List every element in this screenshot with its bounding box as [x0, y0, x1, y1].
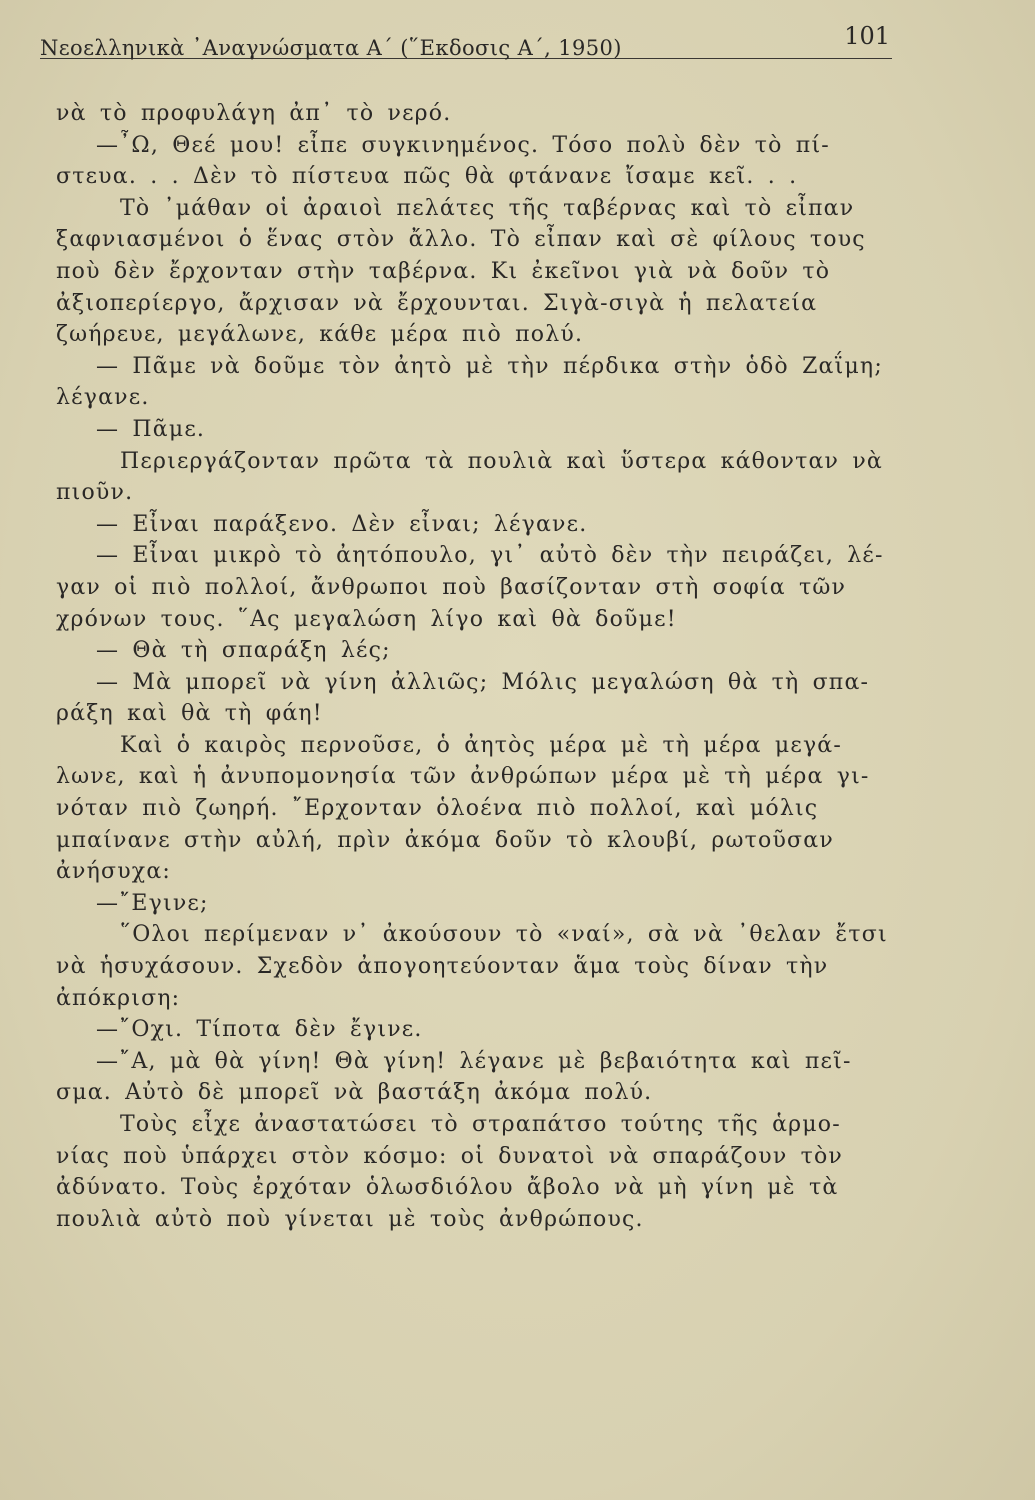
- text-line: νίας ποὺ ὑπάρχει στὸν κόσμο: οἱ δυνατοὶ νὰ σπαράζουν τὸν: [56, 1143, 843, 1169]
- text-line: γαν οἱ πιὸ πολλοί, ἄνθρωποι ποὺ βασίζονταν στὴ σοφία τῶν: [56, 574, 847, 600]
- text-line: — Εἶναι παράξενο. Δὲν εἶναι; λέγανε.: [96, 511, 588, 537]
- page-header: [40, 18, 892, 59]
- text-line: μπαίνανε στὴν αὐλή, πρὶν ἀκόμα δοῦν τὸ κλουβί, ρωτοῦσαν: [56, 827, 834, 853]
- text-line: —῎Οχι. Τίποτα δὲν ἔγινε.: [96, 1017, 423, 1043]
- text-line: Περιεργάζονταν πρῶτα τὰ πουλιὰ καὶ ὕστερα κάθονταν νὰ: [120, 448, 883, 474]
- text-line: νὰ τὸ προφυλάγη ἀπ᾽ τὸ νερό.: [56, 101, 452, 126]
- text-line: ἀνήσυχα:: [56, 859, 172, 885]
- text-line: —῎Α, μὰ θὰ γίνη! Θὰ γίνη! λέγανε μὲ βεβαιότητα καὶ πεῖ-: [96, 1048, 852, 1074]
- text-line: ποὺ δὲν ἔρχονταν στὴν ταβέρνα. Κι ἐκεῖνοι γιὰ νὰ δοῦν τὸ: [56, 258, 831, 284]
- text-line: πιοῦν.: [56, 480, 134, 506]
- text-line: — Πᾶμε νὰ δοῦμε τὸν ἀητὸ μὲ τὴν πέρδικα στὴν ὁδὸ Ζαΐμη;: [96, 353, 883, 379]
- text-line: ἀδύνατο. Τοὺς ἐρχόταν ὁλωσδιόλου ἄβολο νὰ μὴ γίνη μὲ τὰ: [56, 1175, 839, 1201]
- text-line: νὰ ἡσυχάσουν. Σχεδὸν ἀπογοητεύονταν ἅμα τοὺς δίναν τὴν: [56, 954, 829, 980]
- text-line: — Εἶναι μικρὸ τὸ ἀητόπουλο, γι᾽ αὐτὸ δὲν τὴν πειράζει, λέ-: [96, 543, 884, 569]
- text-line: ζωήρευε, μεγάλωνε, κάθε μέρα πιὸ πολύ.: [56, 322, 584, 348]
- page-number: 101: [844, 22, 890, 50]
- text-line: ξαφνιασμένοι ὁ ἕνας στὸν ἄλλο. Τὸ εἶπαν καὶ σὲ φίλους τους: [56, 227, 866, 253]
- text-line: νόταν πιὸ ζωηρή. ῎Ερχονταν ὁλοένα πιὸ πολλοί, καὶ μόλις: [56, 796, 819, 822]
- text-line: ῞Ολοι περίμεναν ν᾽ ἀκούσουν τὸ «ναί», σὰ νὰ ᾽θελαν ἔτσι: [120, 922, 888, 948]
- text-line: σμα. Αὐτὸ δὲ μπορεῖ νὰ βαστάξη ἀκόμα πολύ.: [56, 1080, 653, 1106]
- text-line: Καὶ ὁ καιρὸς περνοῦσε, ὁ ἀητὸς μέρα μὲ τὴ μέρα μεγά-: [120, 732, 842, 758]
- text-line: — Πᾶμε.: [96, 416, 206, 442]
- text-line: ἀπόκριση:: [56, 985, 181, 1011]
- text-body: [56, 98, 896, 1235]
- text-line: ἀξιοπερίεργο, ἄρχισαν νὰ ἔρχουνται. Σιγὰ-σιγὰ ἡ πελατεία: [56, 290, 818, 316]
- text-line: Τὸ ᾽μάθαν οἱ ἀραιοὶ πελάτες τῆς ταβέρνας καὶ τὸ εἶπαν: [120, 195, 855, 221]
- text-line: στευα. . . Δὲν τὸ πίστευα πῶς θὰ φτάνανε ἴσαμε κεῖ. . .: [56, 164, 798, 190]
- text-line: —῎Εγινε;: [96, 890, 209, 916]
- text-line: λωνε, καὶ ἡ ἀνυπομονησία τῶν ἀνθρώπων μέρα μὲ τὴ μέρα γι-: [56, 764, 870, 790]
- text-line: — Μὰ μπορεῖ νὰ γίνη ἀλλιῶς; Μόλις μεγαλώση θὰ τὴ σπα-: [96, 669, 870, 695]
- text-line: ράξη καὶ θὰ τὴ φάη!: [56, 701, 323, 727]
- text-line: Τοὺς εἶχε ἀναστατώσει τὸ στραπάτσο τούτης τῆς ἁρμο-: [120, 1112, 841, 1137]
- running-head: Νεοελληνικὰ ᾽Αναγνώσματα Α΄ (῞Εκδοσις Α΄, 1950): [40, 36, 622, 60]
- text-line: χρόνων τους. ῞Ας μεγαλώση λίγο καὶ θὰ δοῦμε!: [56, 606, 677, 632]
- text-line: λέγανε.: [56, 385, 150, 411]
- text-line: —῏Ω, Θεέ μου! εἶπε συγκινημένος. Τόσο πολὺ δὲν τὸ πί-: [96, 132, 830, 158]
- text-line: πουλιὰ αὐτὸ ποὺ γίνεται μὲ τοὺς ἀνθρώπους.: [56, 1206, 644, 1232]
- text-line: — Θὰ τὴ σπαράξη λές;: [96, 638, 391, 664]
